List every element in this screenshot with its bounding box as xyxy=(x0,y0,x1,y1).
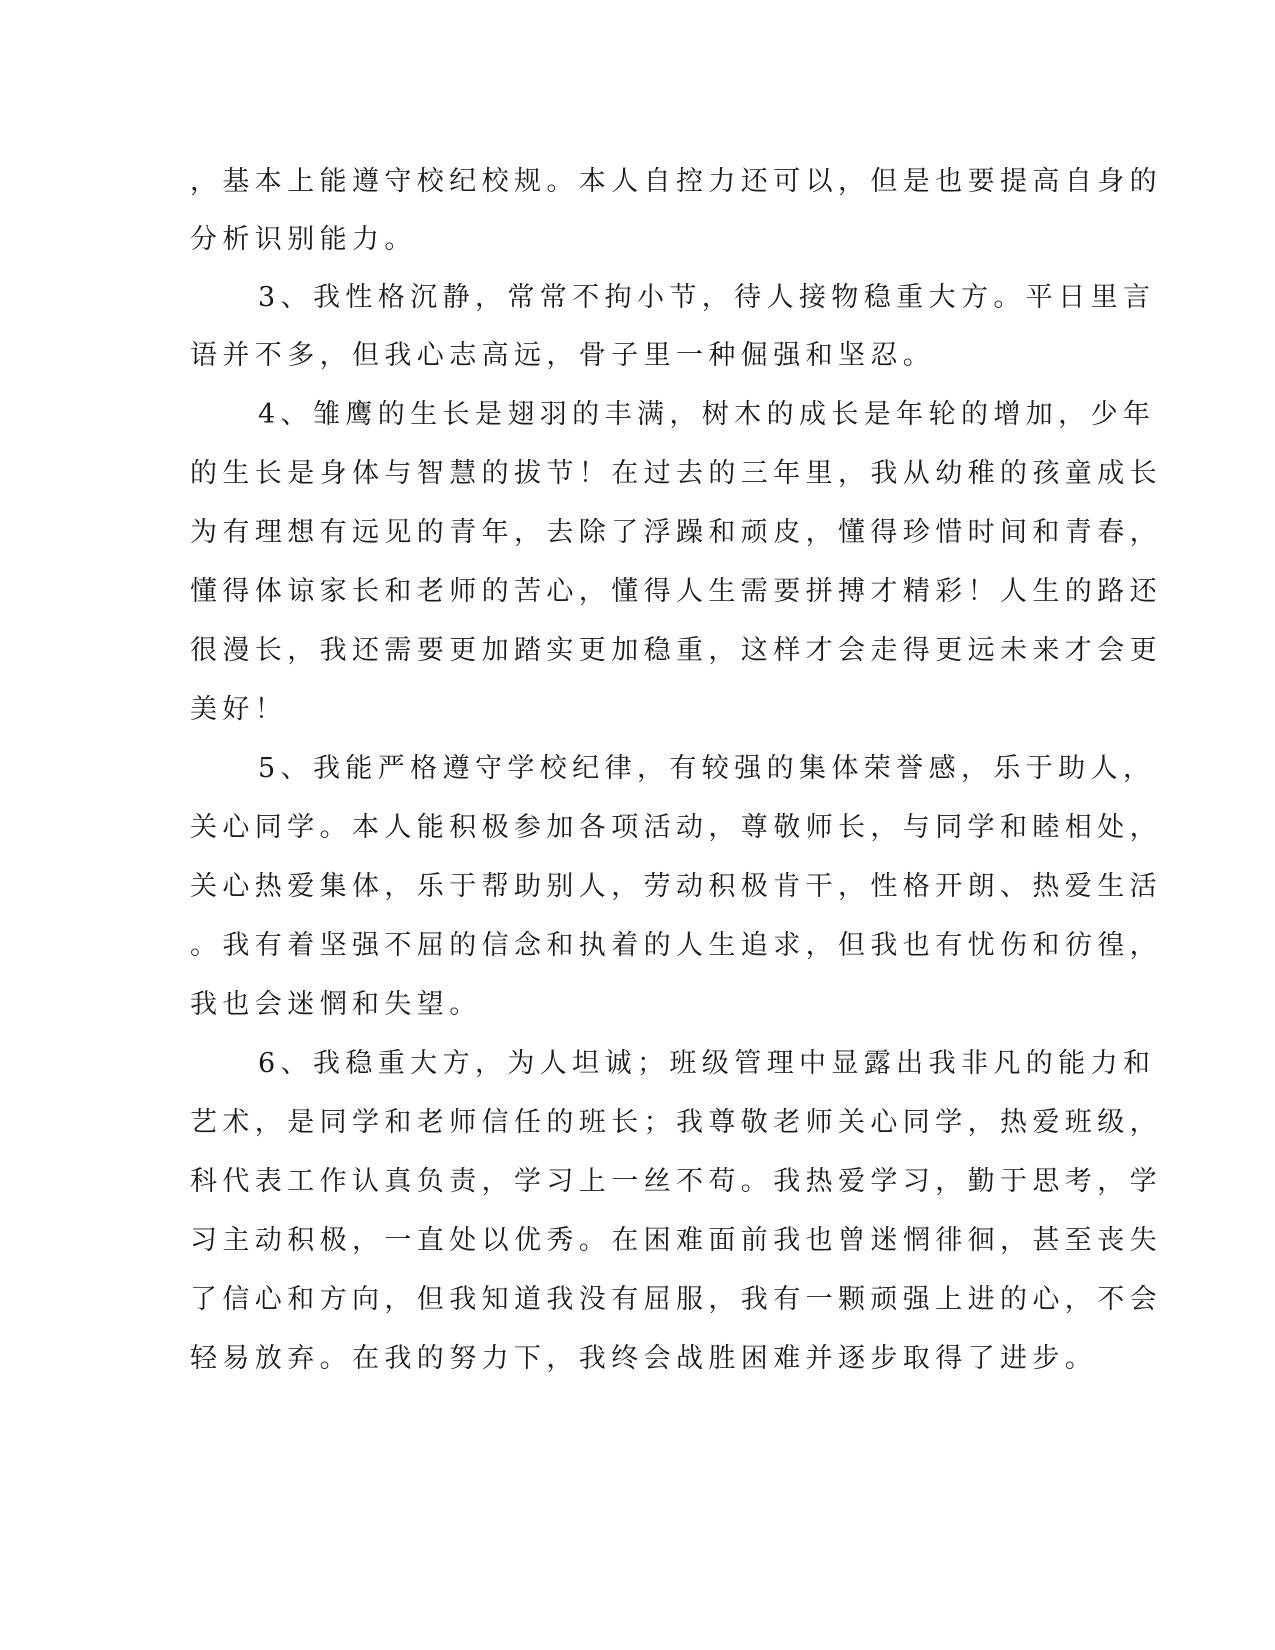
text-line: 语并不多，但我心志高远，骨子里一种倔强和坚忍。 xyxy=(190,340,936,371)
text-line: 了信心和方向，但我知道我没有屈服，我有一颗顽强上进的心，不会 xyxy=(190,1284,1162,1315)
paragraph-6-first-line: 6、我稳重大方，为人坦诚；班级管理中显露出我非凡的能力和 xyxy=(258,1048,1156,1079)
text-line: 关心同学。本人能积极参加各项活动，尊敬师长，与同学和睦相处， xyxy=(190,812,1162,843)
text-line: 为有理想有远见的青年，去除了浮躁和顽皮，懂得珍惜时间和青春， xyxy=(190,517,1162,548)
text-line: 的生长是身体与智慧的拔节！在过去的三年里，我从幼稚的孩童成长 xyxy=(190,458,1162,489)
text-line: 分析识别能力。 xyxy=(190,224,417,255)
text-line: 轻易放弃。在我的努力下，我终会战胜困难并逐步取得了进步。 xyxy=(190,1343,1098,1374)
text-line: 很漫长，我还需要更加踏实更加稳重，这样才会走得更远未来才会更 xyxy=(190,635,1162,666)
text-line: 科代表工作认真负责，学习上一丝不苟。我热爱学习，勤于思考，学 xyxy=(190,1166,1162,1197)
text-line: 艺术，是同学和老师信任的班长；我尊敬老师关心同学，热爱班级， xyxy=(190,1107,1162,1138)
text-line: 懂得体谅家长和老师的苦心，懂得人生需要拼搏才精彩！人生的路还 xyxy=(190,576,1162,607)
paragraph-4-first-line: 4、雏鹰的生长是翅羽的丰满，树木的成长是年轮的增加，少年 xyxy=(258,399,1156,430)
paragraph-3-first-line: 3、我性格沉静，常常不拘小节，待人接物稳重大方。平日里言 xyxy=(258,282,1156,313)
text-line: 我也会迷惘和失望。 xyxy=(190,989,482,1020)
text-line: ，基本上能遵守校纪校规。本人自控力还可以，但是也要提高自身的 xyxy=(190,166,1162,197)
paragraph-5-first-line: 5、我能严格遵守学校纪律，有较强的集体荣誉感，乐于助人， xyxy=(258,753,1156,784)
text-line: 习主动积极，一直处以优秀。在困难面前我也曾迷惘徘徊，甚至丧失 xyxy=(190,1225,1162,1256)
text-line: 关心热爱集体，乐于帮助别人，劳动积极肯干，性格开朗、热爱生活 xyxy=(190,871,1162,902)
text-line: 。我有着坚强不屈的信念和执着的人生追求，但我也有忧伤和彷徨， xyxy=(190,930,1162,961)
text-line: 美好！ xyxy=(190,694,288,725)
